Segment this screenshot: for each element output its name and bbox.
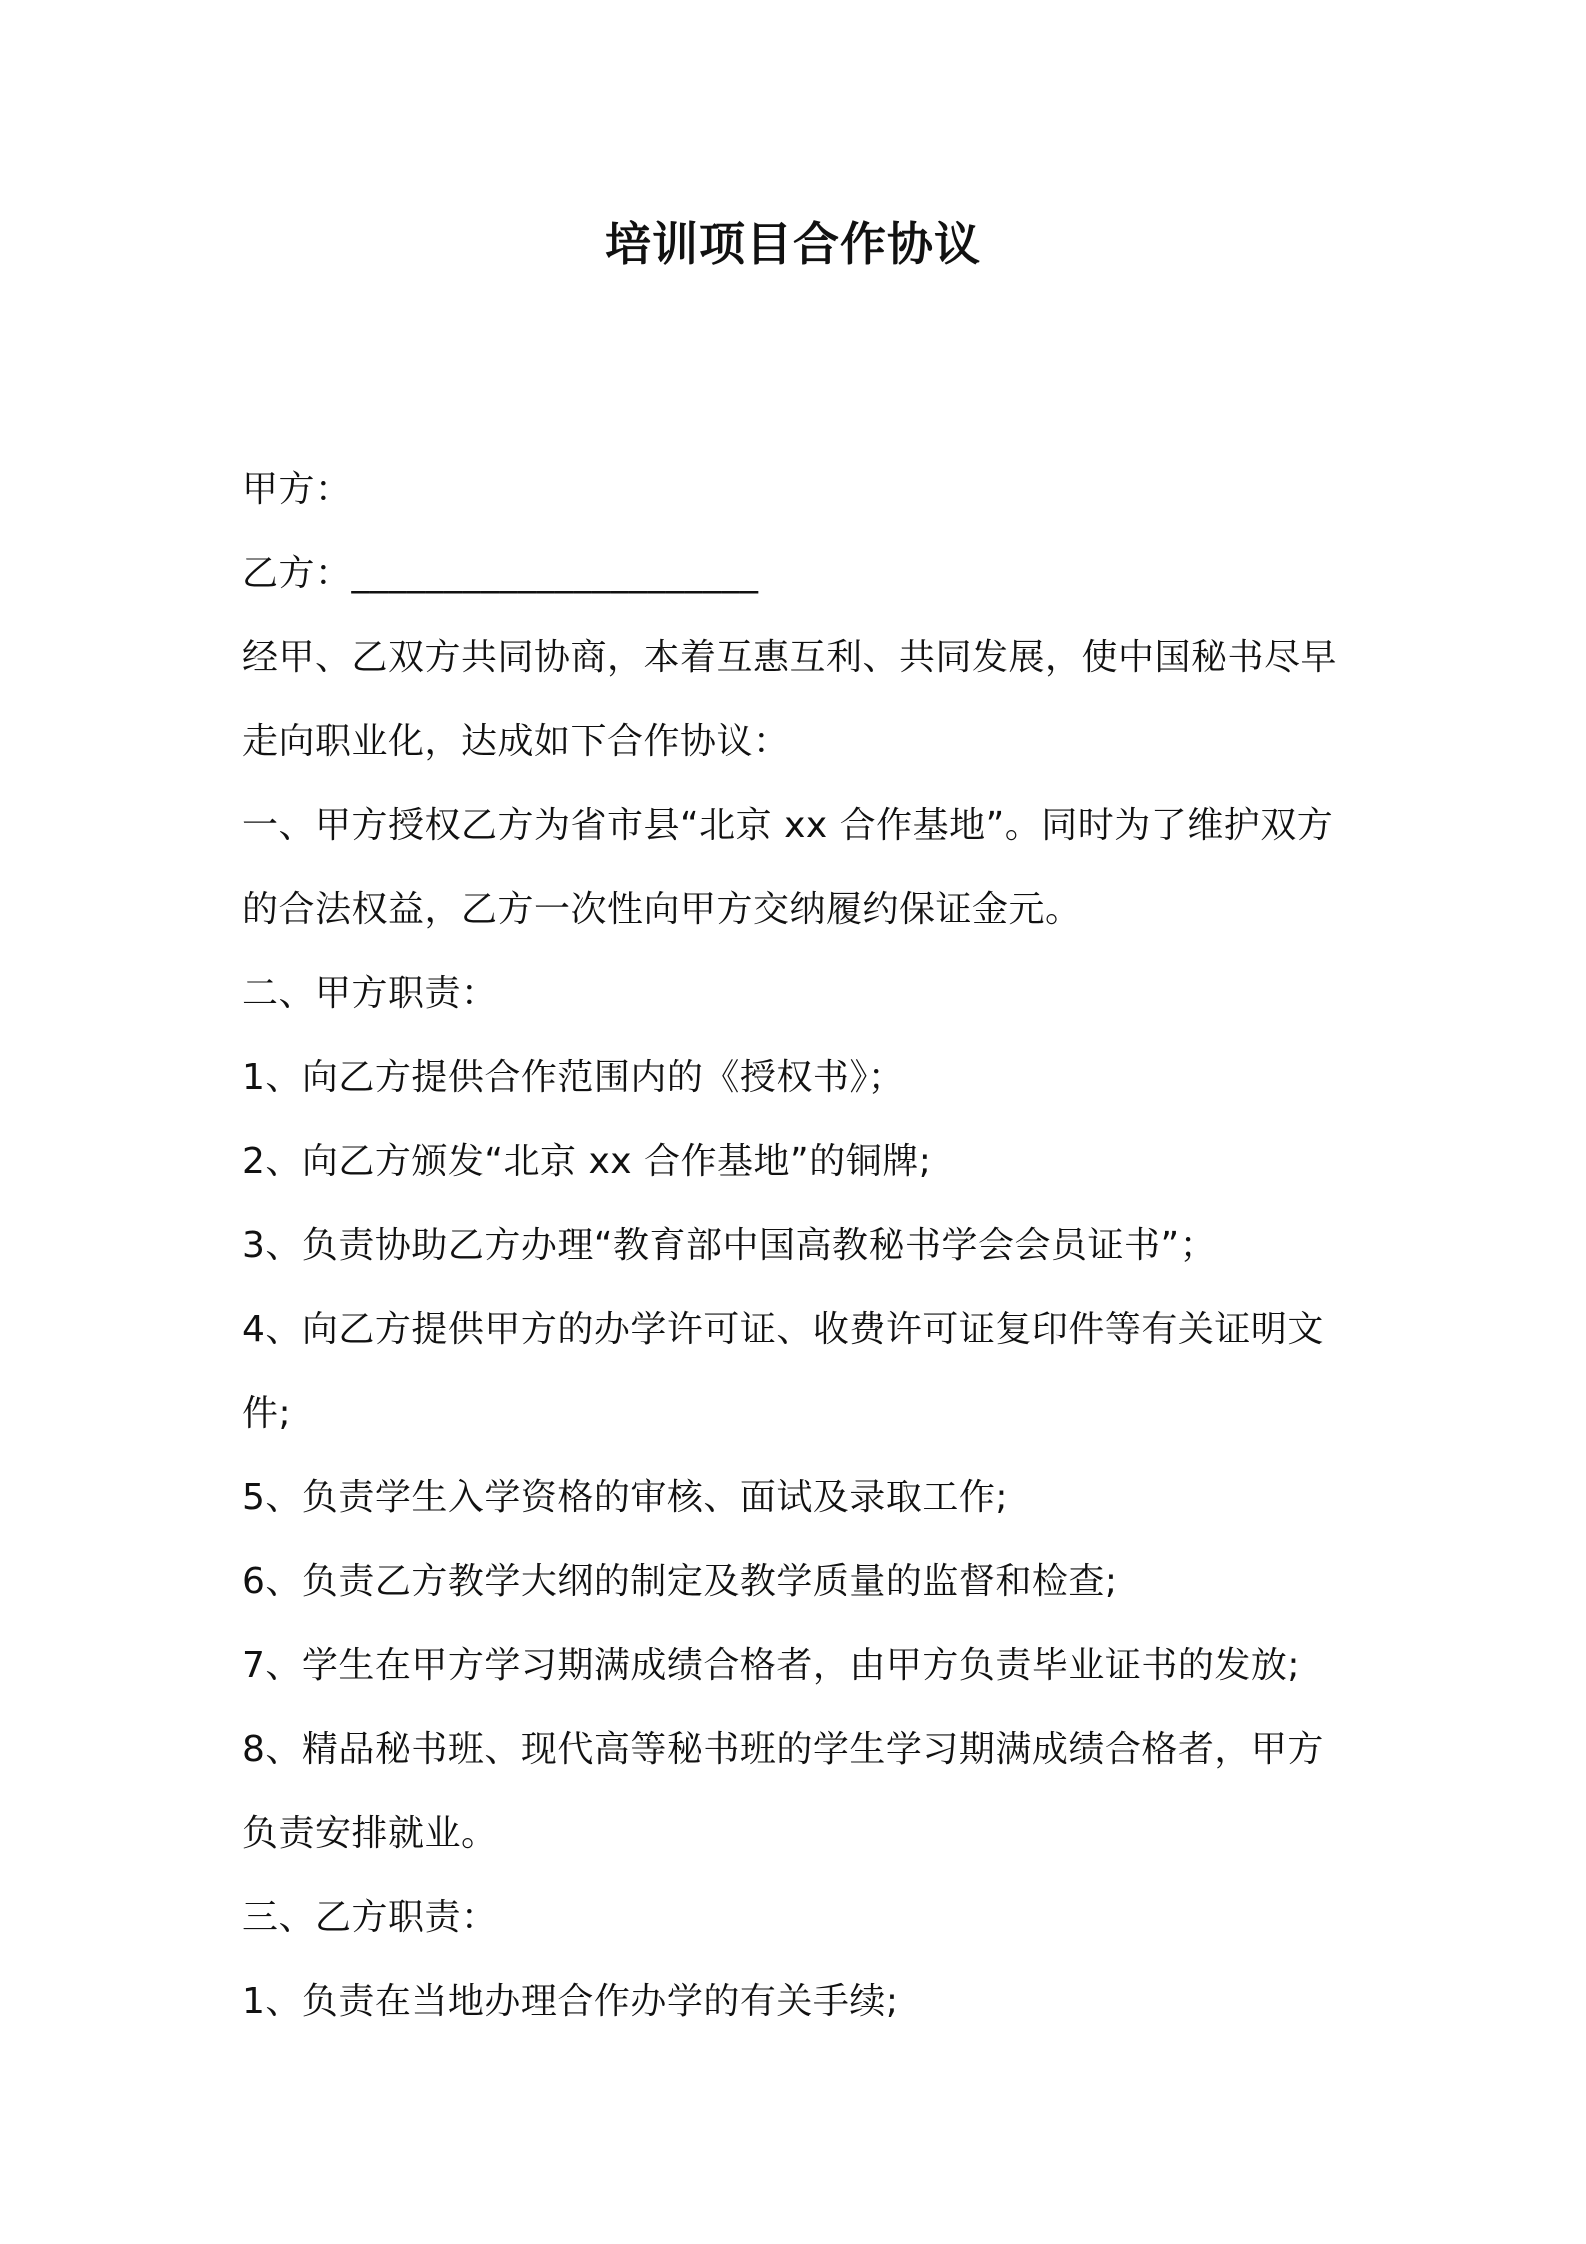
section-2-item-2: 2、向乙方颁发“北京 xx 合作基地”的铜牌; [242, 1141, 932, 1182]
section-3-item-1: 1、负责在当地办理合作办学的有关手续; [242, 1981, 899, 2022]
section-2-item-8-line-2: 负责安排就业。 [242, 1813, 498, 1854]
document-title: 培训项目合作协议 [605, 217, 981, 271]
section-2-item-6: 6、负责乙方教学大纲的制定及教学质量的监督和检查; [242, 1561, 1118, 1602]
section-2-item-7: 7、学生在甲方学习期满成绩合格者，由甲方负责毕业证书的发放; [242, 1645, 1301, 1686]
section-2-item-3: 3、负责协助乙方办理“教育部中国高教秘书学会会员证书”； [242, 1225, 1217, 1266]
section-2-item-4-line-2: 件; [242, 1393, 292, 1434]
party-b-line: 乙方：______________________ [242, 553, 759, 594]
document-body [242, 448, 1362, 2044]
clause-1-line-1: 一、甲方授权乙方为省市县“北京 xx 合作基地”。同时为了维护双方 [242, 805, 1334, 846]
party-a-line: 甲方： [242, 469, 352, 510]
section-3-heading: 三、乙方职责： [242, 1897, 498, 1938]
preamble-line-2: 走向职业化，达成如下合作协议： [242, 721, 790, 762]
section-2-item-8-line-1: 8、精品秘书班、现代高等秘书班的学生学习期满成绩合格者，甲方 [242, 1729, 1324, 1770]
section-2-item-5: 5、负责学生入学资格的审核、面试及录取工作; [242, 1477, 1009, 1518]
section-2-heading: 二、甲方职责： [242, 973, 498, 1014]
clause-1-line-2: 的合法权益，乙方一次性向甲方交纳履约保证金元。 [242, 889, 1082, 930]
section-2-item-1: 1、向乙方提供合作范围内的《授权书》； [242, 1057, 905, 1098]
preamble-line-1: 经甲、乙双方共同协商，本着互惠互利、共同发展，使中国秘书尽早 [242, 637, 1338, 678]
section-2-item-4-line-1: 4、向乙方提供甲方的办学许可证、收费许可证复印件等有关证明文 [242, 1309, 1324, 1350]
